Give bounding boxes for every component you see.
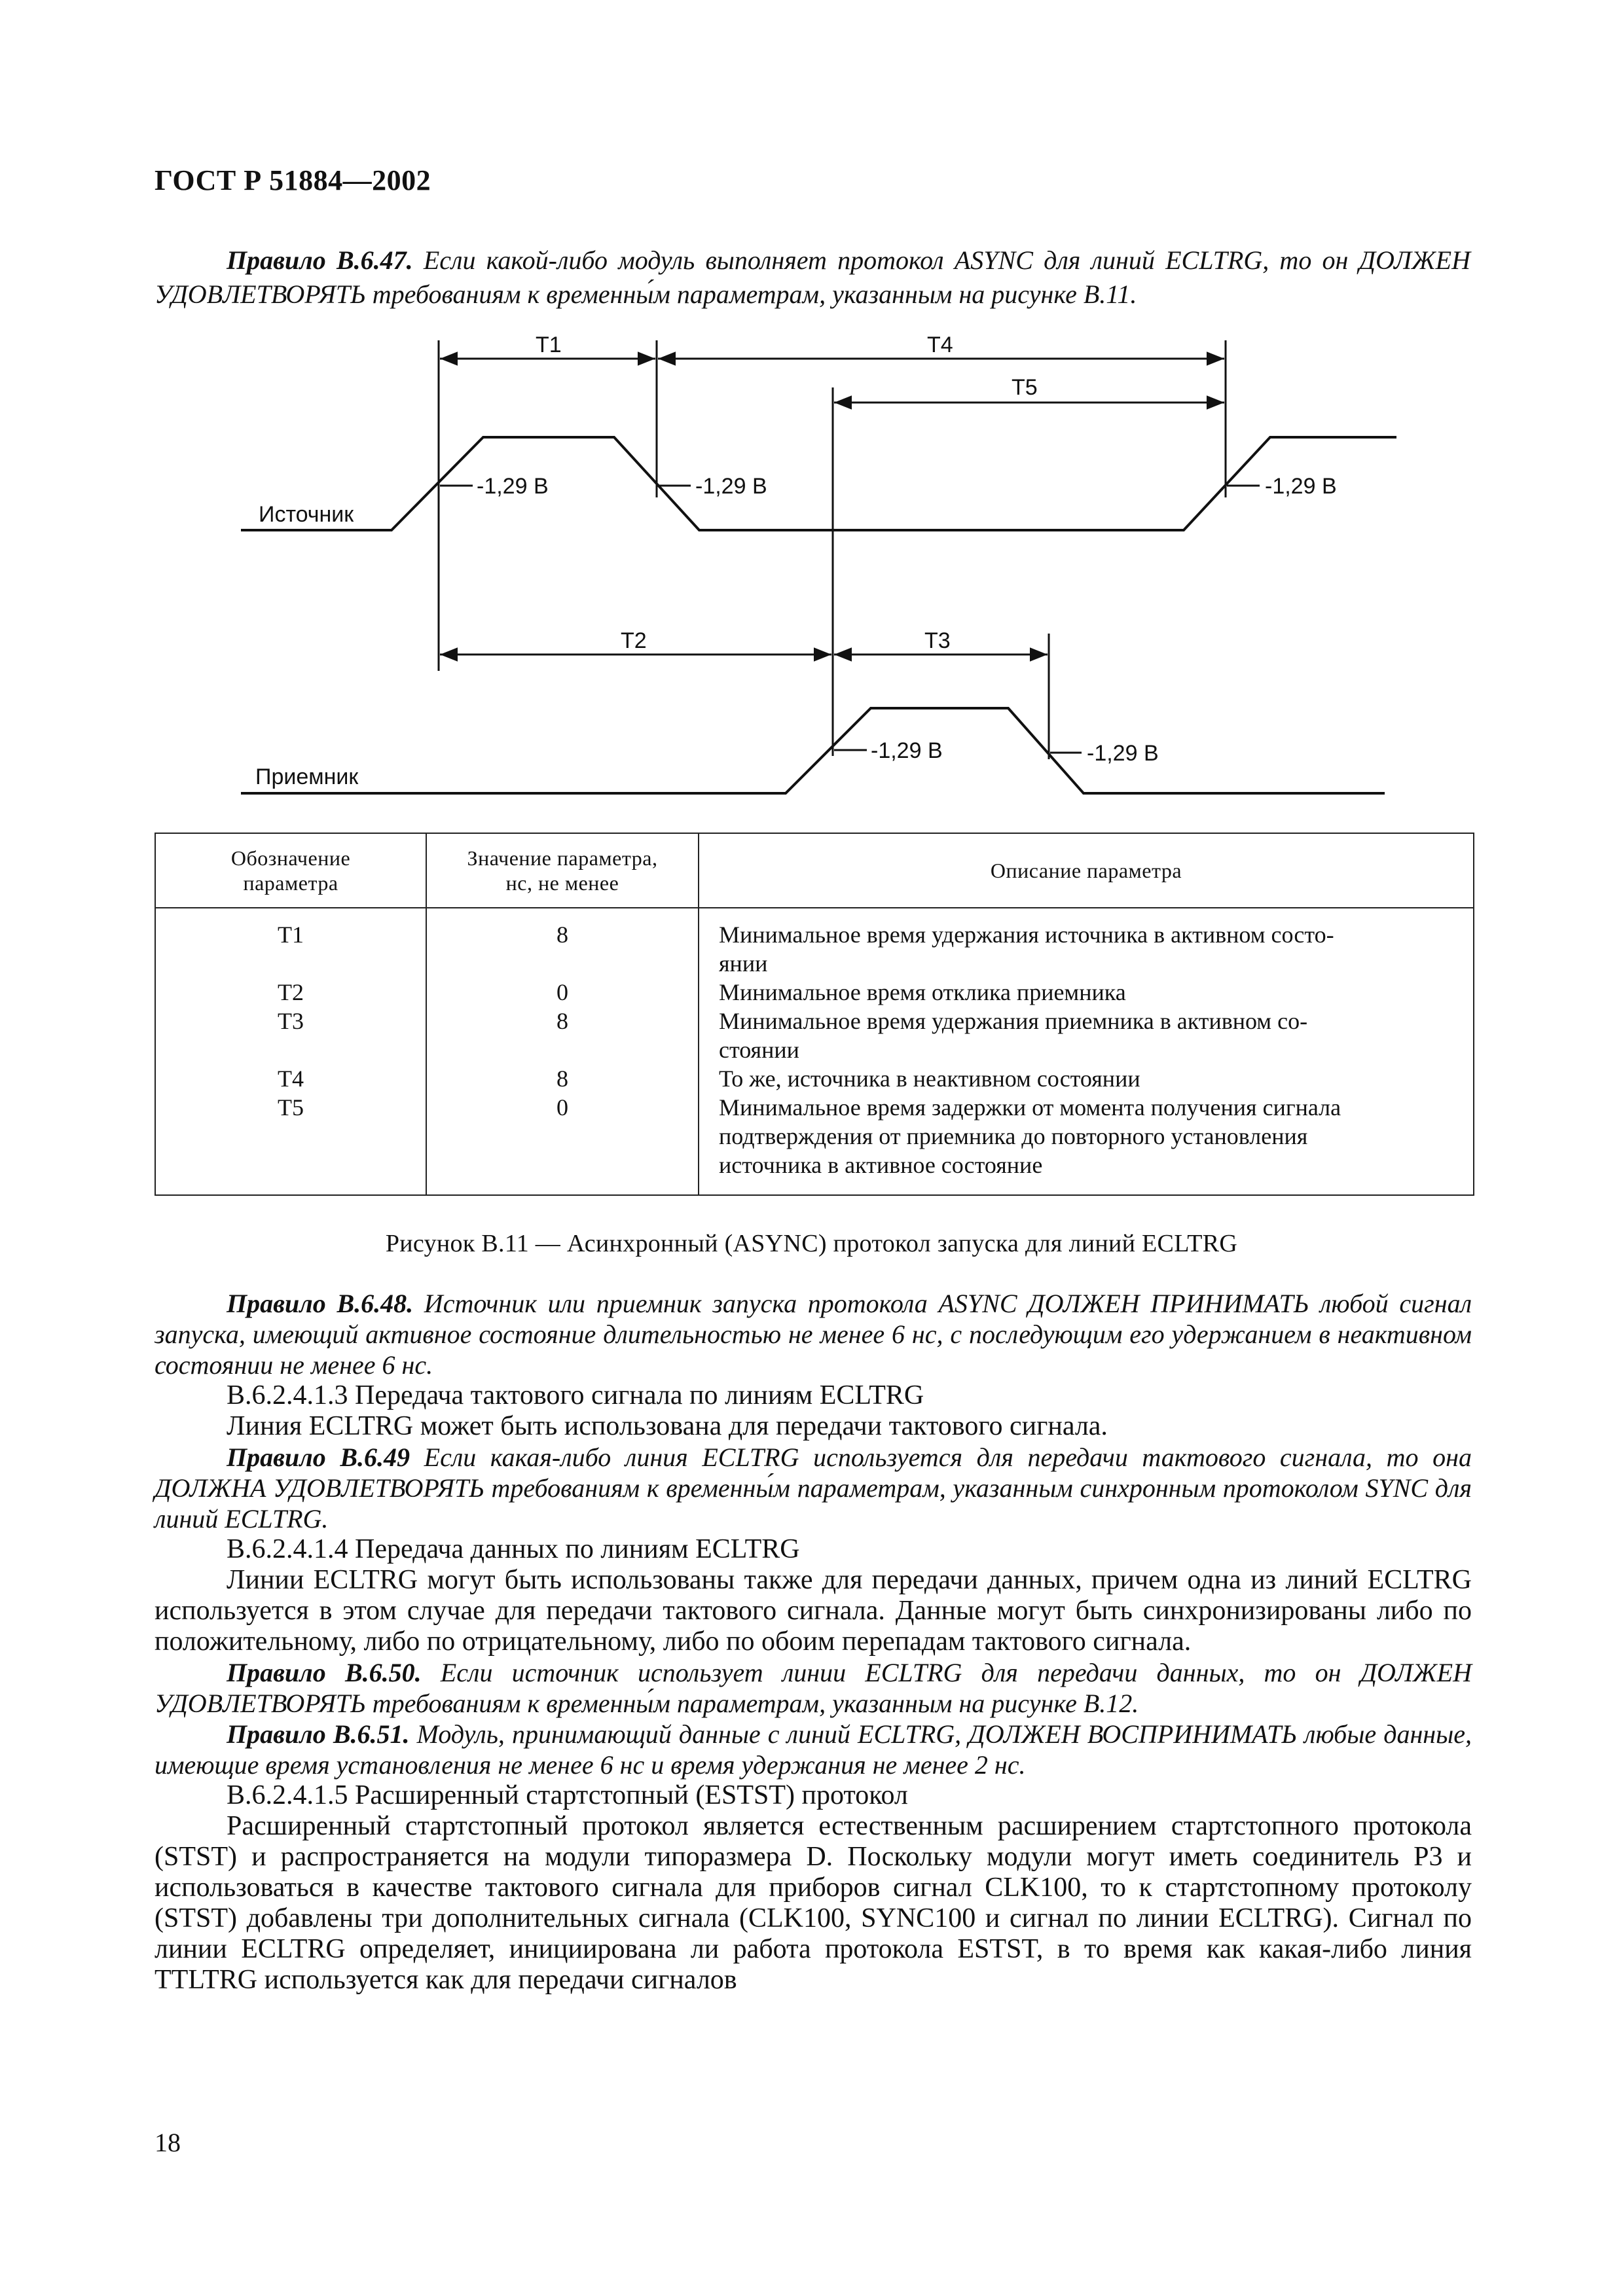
value-cell: 8 0 8 8 0 [426, 908, 699, 1195]
level-label-1: -1,29 В [477, 474, 549, 499]
desc-cell: Минимальное время удержания источника в активном состо- янии Минимальное время отклика приемника Минимальное время удержания приемника в активном со- стоянии То же, источника в неактивном состоянии Минимальное время задержки от момента получения сигнала подтверждения от приемника до повторного установления источника в активное состояние [699, 908, 1474, 1195]
header-desc: Описание параметра [699, 833, 1474, 908]
page-number: 18 [155, 2128, 181, 2157]
t3-label: Т3 [924, 628, 951, 653]
header-value: Значение параметра, нс, не менее [426, 833, 699, 908]
standard-header: ГОСТ Р 51884—2002 [155, 164, 431, 196]
rule-b649: Правило В.6.49 Если какая-либо линия ECLTRG используется для передачи тактового сигнала, то она ДОЛЖНА УДОВЛЕТВОРЯТЬ требованиям к временны́м параметрам, указанным синхронным протоколом SYNC для линий ECLTRG. [155, 1443, 1472, 1534]
rule-b651: Правило В.6.51. Модуль, принимающий данные с линий ECLTRG, ДОЛЖЕН ВОСПРИНИМАТЬ любые данные, имеющие время установления не менее 6 нс и время удержания не менее 2 нс. [155, 1719, 1472, 1780]
t2-label: Т2 [621, 628, 647, 653]
rule-text: Если какой-либо модуль выполняет протокол ASYNC для линий ECLTRG, то он ДОЛЖЕН УДОВЛЕТВОРЯТЬ требованиям к временны́м параметрам, указанным на рисунке В.11. [155, 245, 1470, 309]
source-label: Источник [259, 502, 354, 527]
para-b62415: Расширенный стартстопный протокол является естественным расширением стартстопного протокола (STST) и распространяется на модули типоразмера D. Поскольку модули могут иметь соединитель Р3 и использоваться в качестве тактового сигнала для приборов сигнал CLK100, то к стартстопному протоколу (STST) добавлены три дополнительных сигнала (CLK100, SYNC100 и сигнал по линии ECLTRG). Сигнал по линии ECLTRG определяет, инициирована ли работа протокола ESTST, в то время как какая-либо линия TTLTRG используется как для передачи сигналов [155, 1811, 1472, 1995]
para-b62414: Линии ECLTRG могут быть использованы также для передачи данных, причем одна из линий ECLTRG используется в этом случае для передачи тактового сигнала. Данные могут быть синхронизированы либо по положительному, либо по отрицательному, либо по обоим перепадам тактового сигнала. [155, 1565, 1472, 1657]
para-b62413: Линия ECLTRG может быть использована для передачи тактового сигнала. [227, 1411, 1108, 1441]
section-b62413: В.6.2.4.1.3 Передача тактового сигнала по линиям ECLTRG [227, 1380, 924, 1410]
figure-caption: Рисунок В.11 — Асинхронный (ASYNC) протокол запуска для линий ECLTRG [385, 1230, 1238, 1257]
source-waveform [241, 437, 1396, 530]
level-label-3: -1,29 В [1265, 474, 1337, 499]
table-row [155, 908, 1474, 1195]
level-label-2: -1,29 В [695, 474, 767, 499]
level-label-5: -1,29 В [1087, 741, 1159, 766]
receiver-label: Приемник [255, 764, 359, 789]
body-text [155, 1288, 1472, 1996]
section-b62415: В.6.2.4.1.5 Расширенный стартстопный (ESTST) протокол [227, 1780, 908, 1810]
param-cell: Т1 Т2 Т3 Т4 Т5 [155, 908, 426, 1195]
header-param: Обозначение параметра [155, 833, 426, 908]
rule-b650: Правило В.6.50. Если источник использует линии ECLTRG для передачи данных, то он ДОЛЖЕН УДОВЛЕТВОРЯТЬ требованиям к временны́м параметрам, указанным на рисунке В.12. [155, 1658, 1472, 1718]
receiver-waveform [241, 708, 1385, 793]
t5-label: Т5 [1012, 375, 1038, 400]
section-b62414: В.6.2.4.1.4 Передача данных по линиям ECLTRG [227, 1534, 800, 1564]
level-label-4: -1,29 В [871, 738, 943, 763]
rule-label: Правило В.6.47. [227, 245, 413, 275]
timing-diagram [0, 0, 1623, 812]
t1-label: Т1 [536, 332, 562, 357]
rule-b648: Правило В.6.48. Источник или приемник запуска протокола ASYNC ДОЛЖЕН ПРИНИМАТЬ любой сигнал запуска, имеющий активное состояние длительностью не менее 6 нс, с последующим его удержанием в неактивном состоянии не менее 6 нс. [155, 1289, 1472, 1380]
t4-label: Т4 [927, 332, 953, 357]
parameter-table [155, 833, 1474, 1196]
